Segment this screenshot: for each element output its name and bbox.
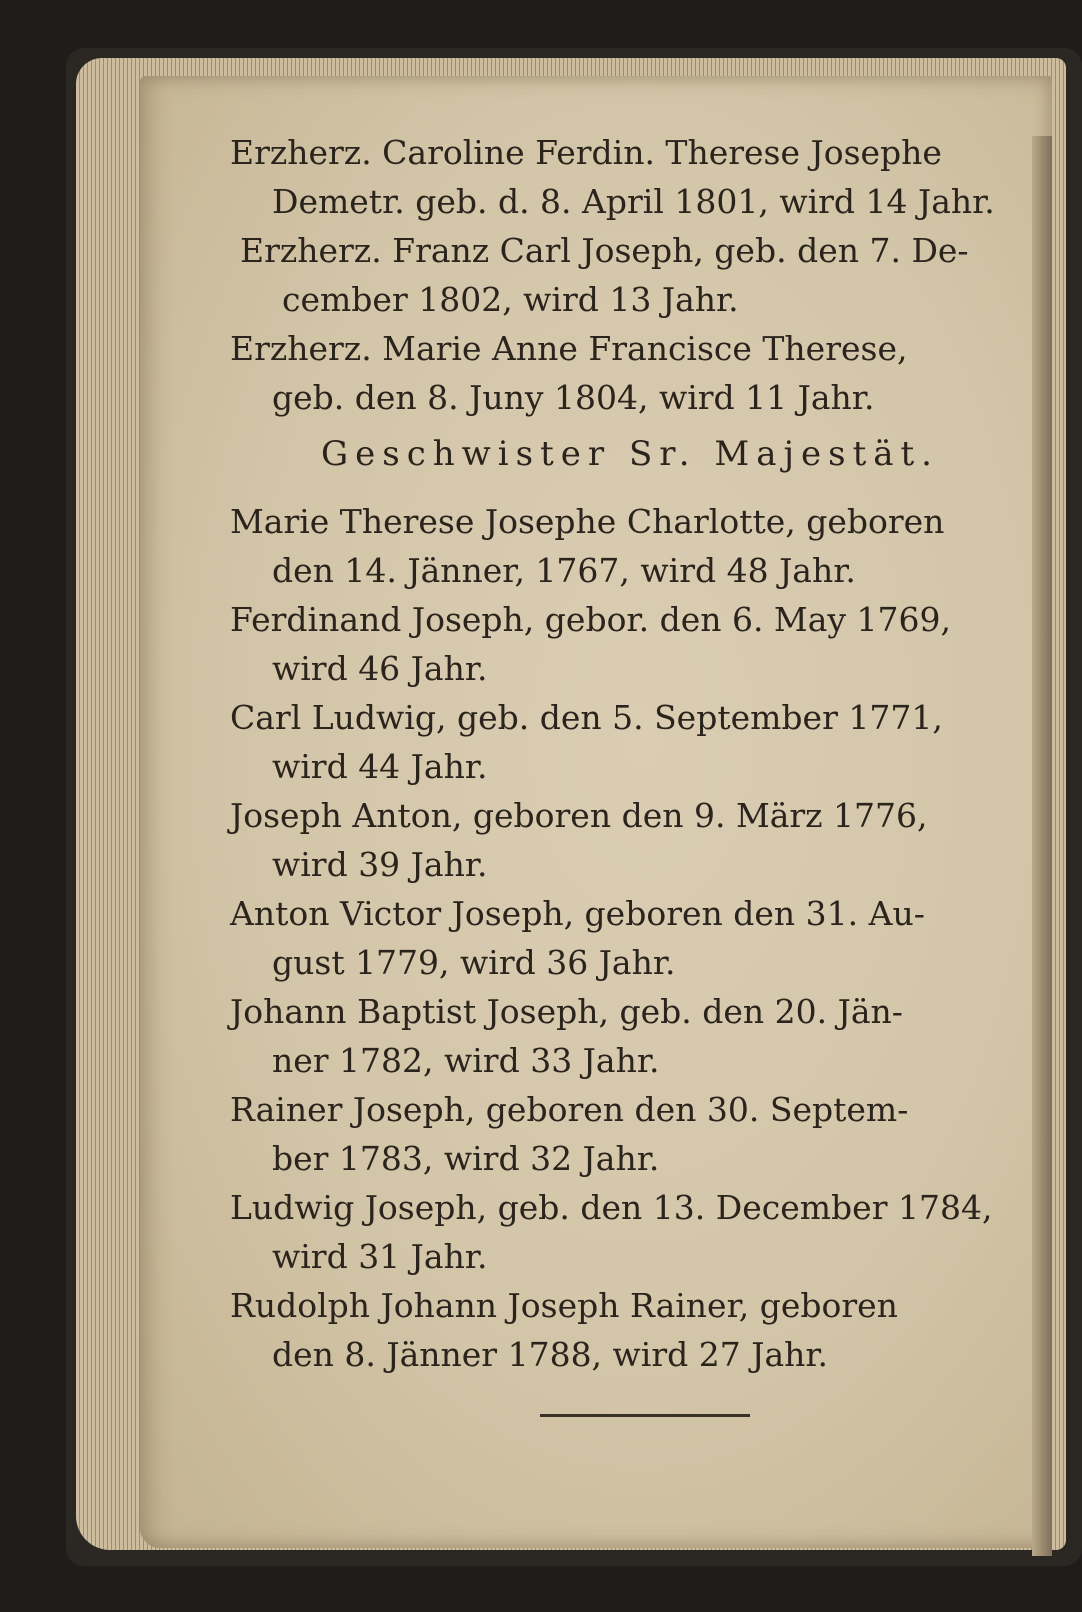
entry-line: Rudolph Johann Joseph Rainer, geboren — [230, 1286, 898, 1325]
page-text — [230, 128, 1030, 1379]
entry-marie-therese — [230, 497, 1030, 595]
entry-line: ner 1782, wird 33 Jahr. — [272, 1041, 660, 1080]
entry-line: ber 1783, wird 32 Jahr. — [272, 1139, 660, 1178]
entry-line: den 14. Jänner, 1767, wird 48 Jahr. — [272, 551, 856, 590]
entry-line: Anton Victor Joseph, geboren den 31. Au- — [230, 894, 925, 933]
entry-line: geb. den 8. Juny 1804, wird 11 Jahr. — [272, 378, 875, 417]
entry-marie-anne — [230, 324, 1030, 422]
entry-caroline — [230, 128, 1030, 226]
entry-line: Marie Therese Josephe Charlotte, geboren — [230, 502, 945, 541]
entry-line: gust 1779, wird 36 Jahr. — [272, 943, 676, 982]
entry-line: wird 31 Jahr. — [272, 1237, 488, 1276]
entry-rudolph — [230, 1281, 1030, 1379]
entry-ferdinand — [230, 595, 1030, 693]
entry-line: wird 44 Jahr. — [272, 747, 488, 786]
entry-line: Ferdinand Joseph, gebor. den 6. May 1769, — [230, 600, 952, 639]
book-page — [140, 76, 1052, 1548]
entry-joseph-anton — [230, 791, 1030, 889]
entry-line: Rainer Joseph, geboren den 30. Septem- — [230, 1090, 909, 1129]
entry-line: Erzherz. Franz Carl Joseph, geb. den 7. De- — [240, 231, 969, 270]
entry-carl-ludwig — [230, 693, 1030, 791]
page-gutter — [1032, 136, 1052, 1556]
entry-line: den 8. Jänner 1788, wird 27 Jahr. — [272, 1335, 829, 1374]
entry-line: Carl Ludwig, geb. den 5. September 1771, — [230, 698, 943, 737]
entry-line: Demetr. geb. d. 8. April 1801, wird 14 Jahr. — [272, 182, 995, 221]
entry-anton-victor — [230, 889, 1030, 987]
closing-rule — [540, 1414, 750, 1417]
entry-line: Johann Baptist Joseph, geb. den 20. Jän- — [230, 992, 903, 1031]
entry-rainer — [230, 1085, 1030, 1183]
entry-ludwig — [230, 1183, 1030, 1281]
entry-line: Ludwig Joseph, geb. den 13. December 1784, — [230, 1188, 993, 1227]
entry-johann-baptist — [230, 987, 1030, 1085]
entry-line: Erzherz. Caroline Ferdin. Therese Josephe — [230, 133, 942, 172]
entry-line: wird 46 Jahr. — [272, 649, 488, 688]
entry-line: Erzherz. Marie Anne Francisce Therese, — [230, 329, 908, 368]
entry-line: Joseph Anton, geboren den 9. März 1776, — [230, 796, 928, 835]
section-heading: Geschwister Sr. Majestät. — [321, 434, 939, 474]
entry-line: cember 1802, wird 13 Jahr. — [282, 280, 739, 319]
entry-line: wird 39 Jahr. — [272, 845, 488, 884]
entry-franz-carl — [230, 226, 1030, 324]
